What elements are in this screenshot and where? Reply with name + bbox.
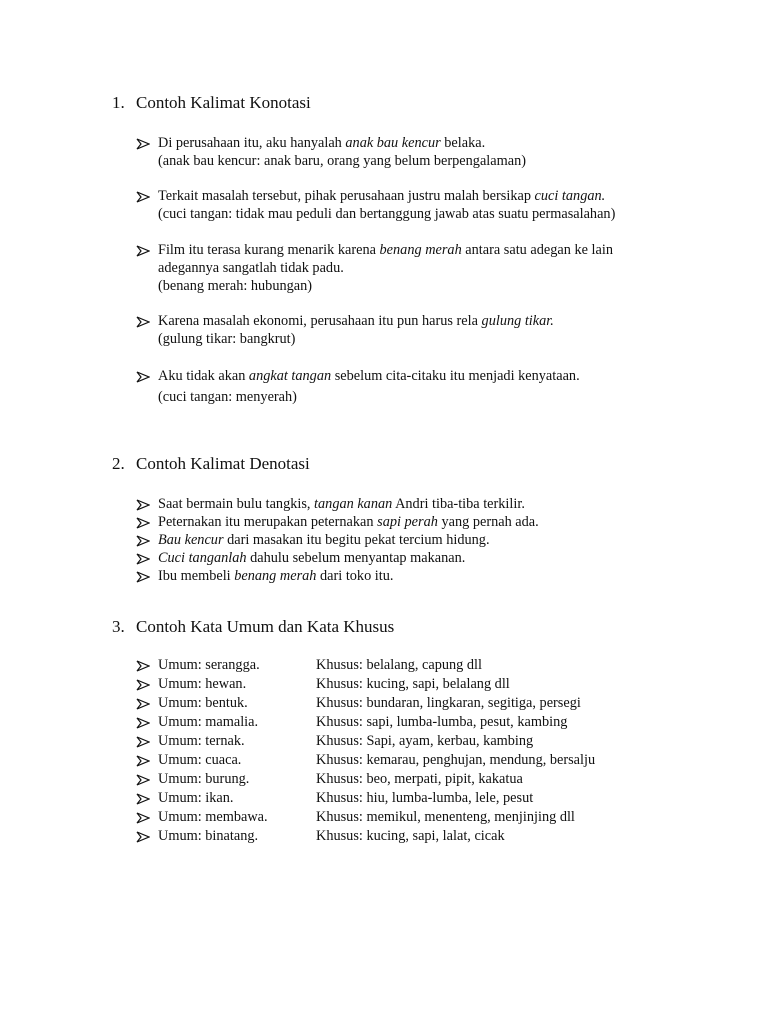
- bullet-arrow-icon: [136, 717, 150, 729]
- bullet-arrow-icon: [136, 371, 150, 383]
- bullet-arrow-icon: [136, 571, 150, 583]
- emphasis: sapi perah: [377, 514, 438, 530]
- bullet-arrow-icon: [136, 553, 150, 565]
- bullet-arrow-icon: [136, 831, 150, 843]
- umum-label: Umum: cuaca.: [158, 752, 242, 768]
- item-note: (cuci tangan: tidak mau peduli dan bertanggung jawab atas suatu permasalahan): [158, 206, 616, 222]
- section-title: Contoh Kalimat Denotasi: [136, 454, 310, 473]
- emphasis: benang merah: [234, 568, 317, 584]
- khusus-label: Khusus: kucing, sapi, lalat, cicak: [316, 828, 505, 844]
- list-item: [158, 568, 393, 585]
- list-item: [158, 188, 605, 205]
- emphasis: anak bau kencur: [345, 135, 441, 151]
- section-title: Contoh Kata Umum dan Kata Khusus: [136, 617, 395, 636]
- umum-label: Umum: membawa.: [158, 809, 268, 825]
- umum-label: Umum: ikan.: [158, 790, 234, 806]
- item-note: (gulung tikar: bangkrut): [158, 331, 296, 347]
- list-item: [158, 532, 490, 549]
- bullet-arrow-icon: [136, 138, 150, 150]
- bullet-arrow-icon: [136, 517, 150, 529]
- khusus-label: Khusus: kucing, sapi, belalang dll: [316, 676, 510, 692]
- text: antara satu adegan ke lain: [461, 242, 613, 258]
- text: Andri tiba-tiba terkilir.: [392, 496, 525, 512]
- list-item: [158, 313, 554, 330]
- khusus-label: Khusus: beo, merpati, pipit, kakatua: [316, 771, 523, 787]
- emphasis: Bau kencur: [158, 532, 224, 548]
- section-3-heading: [112, 617, 394, 637]
- bullet-arrow-icon: [136, 679, 150, 691]
- text: dahulu sebelum menyantap makanan.: [246, 550, 466, 566]
- khusus-label: Khusus: sapi, lumba-lumba, pesut, kambing: [316, 714, 568, 730]
- umum-label: Umum: bentuk.: [158, 695, 248, 711]
- emphasis: gulung tikar.: [481, 313, 554, 329]
- khusus-label: Khusus: kemarau, penghujan, mendung, bersalju: [316, 752, 596, 768]
- list-item: [158, 514, 539, 531]
- bullet-arrow-icon: [136, 535, 150, 547]
- bullet-arrow-icon: [136, 793, 150, 805]
- item-continuation: adegannya sangatlah tidak padu.: [158, 260, 344, 276]
- section-2-heading: [112, 454, 310, 474]
- text: yang pernah ada.: [437, 514, 539, 530]
- list-item: [158, 550, 465, 567]
- bullet-arrow-icon: [136, 191, 150, 203]
- list-item: [158, 242, 613, 259]
- text: Karena masalah ekonomi, perusahaan itu pun harus rela: [158, 313, 482, 329]
- section-number: 1.: [112, 93, 125, 112]
- khusus-label: Khusus: memikul, menenteng, menjinjing dll: [316, 809, 575, 825]
- text: Film itu terasa kurang menarik karena: [158, 242, 380, 258]
- bullet-arrow-icon: [136, 316, 150, 328]
- bullet-arrow-icon: [136, 660, 150, 672]
- section-number: 2.: [112, 454, 125, 473]
- section-number: 3.: [112, 617, 125, 636]
- umum-label: Umum: serangga.: [158, 657, 260, 673]
- bullet-arrow-icon: [136, 245, 150, 257]
- emphasis: cuci tangan.: [534, 188, 606, 204]
- bullet-arrow-icon: [136, 736, 150, 748]
- khusus-label: Khusus: Sapi, ayam, kerbau, kambing: [316, 733, 534, 749]
- item-note: (anak bau kencur: anak baru, orang yang belum berpengalaman): [158, 153, 526, 169]
- item-note: (cuci tangan: menyerah): [158, 389, 297, 405]
- text: Ibu membeli: [158, 568, 235, 584]
- emphasis: angkat tangan: [248, 368, 332, 384]
- umum-label: Umum: burung.: [158, 771, 250, 787]
- khusus-label: Khusus: hiu, lumba-lumba, lele, pesut: [316, 790, 534, 806]
- list-item: [158, 496, 525, 513]
- umum-label: Umum: ternak.: [158, 733, 245, 749]
- item-note: (benang merah: hubungan): [158, 278, 313, 294]
- emphasis: Cuci tanganlah: [158, 550, 247, 566]
- text: Aku tidak akan: [158, 368, 249, 384]
- text: dari masakan itu begitu pekat tercium hidung.: [223, 532, 490, 548]
- text: sebelum cita-citaku itu menjadi kenyataan.: [331, 368, 580, 384]
- text: belaka.: [440, 135, 486, 151]
- text: Peternakan itu merupakan peternakan: [158, 514, 378, 530]
- text: Terkait masalah tersebut, pihak perusahaan justru malah bersikap: [158, 188, 535, 204]
- section-1-heading: [112, 93, 311, 113]
- bullet-arrow-icon: [136, 698, 150, 710]
- khusus-label: Khusus: bundaran, lingkaran, segitiga, persegi: [316, 695, 581, 711]
- emphasis: tangan kanan: [314, 496, 393, 512]
- umum-label: Umum: hewan.: [158, 676, 247, 692]
- text: Di perusahaan itu, aku hanyalah: [158, 135, 346, 151]
- text: Saat bermain bulu tangkis,: [158, 496, 315, 512]
- khusus-label: Khusus: belalang, capung dll: [316, 657, 482, 673]
- umum-label: Umum: mamalia.: [158, 714, 259, 730]
- list-item: [158, 135, 485, 152]
- emphasis: benang merah: [379, 242, 462, 258]
- list-item: [158, 368, 580, 385]
- bullet-arrow-icon: [136, 812, 150, 824]
- bullet-arrow-icon: [136, 499, 150, 511]
- umum-label: Umum: binatang.: [158, 828, 259, 844]
- bullet-arrow-icon: [136, 774, 150, 786]
- section-title: Contoh Kalimat Konotasi: [136, 93, 311, 112]
- text: dari toko itu.: [316, 568, 394, 584]
- bullet-arrow-icon: [136, 755, 150, 767]
